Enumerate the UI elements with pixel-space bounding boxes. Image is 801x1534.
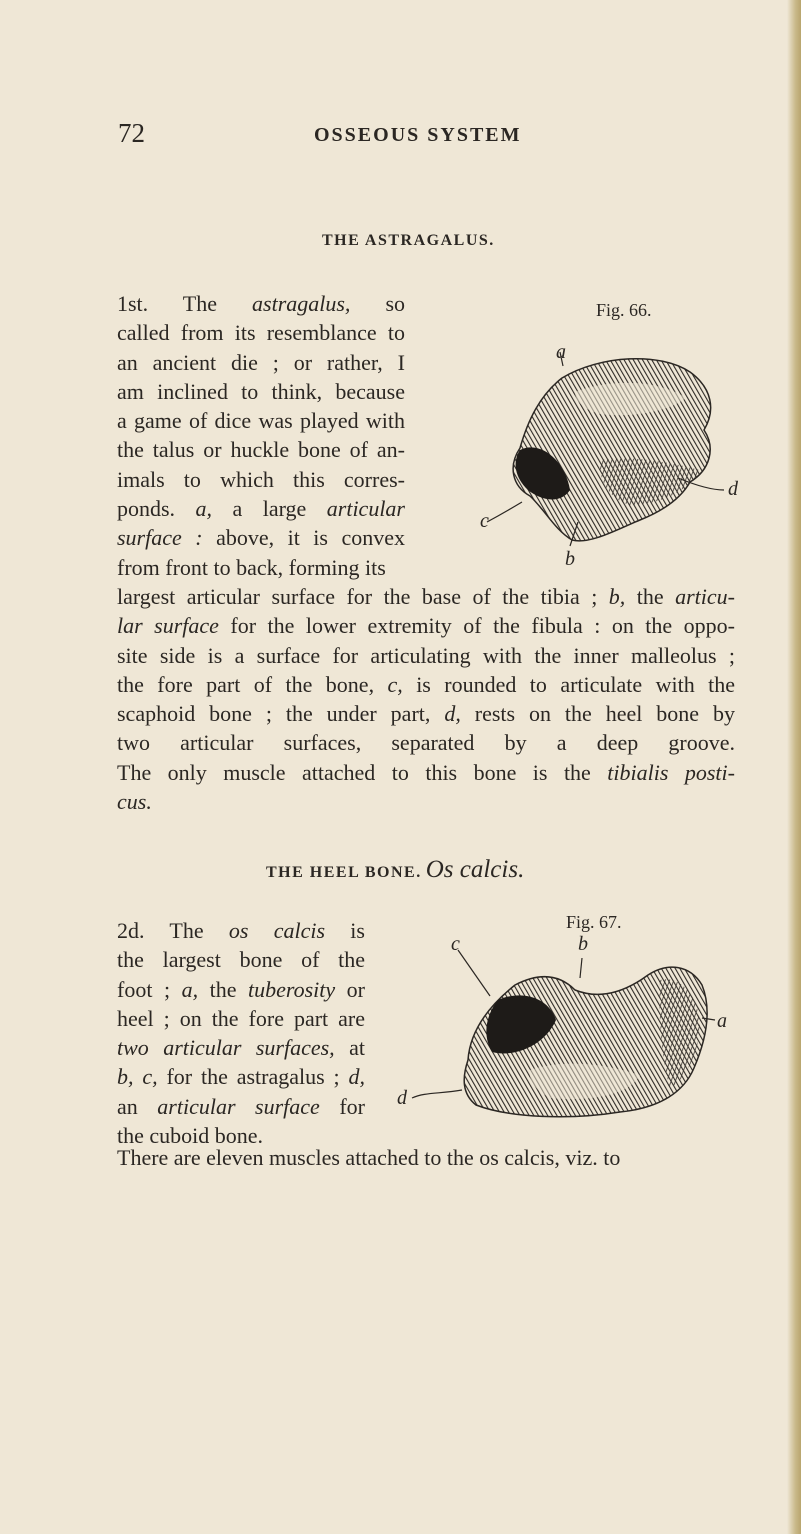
italic-term: b, c,: [117, 1064, 158, 1090]
text-run: am inclined to think, because: [117, 378, 405, 404]
text-run: at: [334, 1035, 365, 1061]
italic-term: b,: [608, 584, 626, 609]
running-title: OSSEOUS SYSTEM: [314, 124, 522, 146]
fig-67-letter-a: a: [717, 1010, 727, 1032]
text-run: The only muscle attached to this bone is the: [117, 759, 608, 785]
italic-term: tuberosity: [247, 976, 336, 1002]
text-run: heel ; on the fore part are: [117, 1005, 365, 1031]
text-run: above, it is convex: [202, 525, 406, 551]
italic-term: articu-: [675, 584, 735, 609]
fig-66-letter-a: a: [556, 341, 566, 363]
text-run: imals to which this corres-: [117, 466, 405, 492]
italic-term: os calcis: [228, 918, 326, 943]
fig-67-letter-c: c: [451, 933, 460, 955]
fig-66-letter-c: c: [480, 510, 489, 532]
italic-term: a,: [181, 976, 199, 1002]
text-run: a large: [212, 496, 327, 522]
fig-66-letter-b: b: [565, 548, 575, 570]
fig-66-letter-d: d: [728, 478, 738, 500]
text-run: for the lower extremity of the fibula : on the oppo-: [218, 613, 735, 639]
text-run: called from its resemblance to: [117, 320, 405, 346]
text-run: the fore part of the bone,: [117, 671, 388, 697]
text-run: an: [117, 1093, 158, 1119]
text-run: 2d. The: [117, 918, 229, 943]
italic-term: tibialis posti-: [607, 759, 735, 785]
text-run: site side is a surface for articulating with the inner malleolus ;: [117, 642, 735, 668]
text-run: the talus or huckle bone of an-: [117, 437, 405, 463]
text-run: a game of dice was played with: [117, 408, 405, 434]
italic-term: d,: [348, 1064, 366, 1090]
italic-term: a,: [195, 496, 213, 522]
text-run: 1st. The: [117, 291, 253, 316]
text-run: the: [198, 976, 248, 1002]
fig-66-label: Fig. 66.: [596, 300, 652, 320]
italic-term: d,: [444, 701, 461, 727]
text-run: for the astragalus ;: [157, 1064, 349, 1090]
italic-term: lar surface: [117, 613, 219, 639]
text-run: two articular surfaces, separated by a deep groove.: [117, 730, 735, 756]
text-run: rests on the heel bone by: [460, 701, 736, 727]
text-run: the largest bone of the: [117, 947, 365, 973]
heel-bone-heading-latin: Os calcis.: [425, 856, 525, 883]
text-run: is: [325, 918, 365, 943]
astragalus-heading: THE ASTRAGALUS.: [322, 232, 495, 249]
page-number: 72: [118, 118, 145, 148]
italic-term: surface :: [117, 525, 203, 551]
text-run: largest articular surface for the base of the tibia ;: [117, 584, 609, 609]
text-run: foot ;: [117, 976, 182, 1002]
italic-term: astragalus,: [252, 291, 351, 316]
text-run: There are eleven muscles attached to the os calcis, viz. to: [117, 1145, 621, 1170]
italic-term: c,: [387, 671, 403, 697]
text-run: so: [350, 291, 406, 316]
italic-term: articular surface: [157, 1093, 320, 1119]
fig-67-letter-d: d: [397, 1087, 407, 1109]
text-run: is rounded to articulate with the: [402, 671, 735, 697]
fig-67-label: Fig. 67.: [566, 912, 622, 932]
italic-term: cus.: [117, 789, 152, 815]
text-run: scaphoid bone ; the under part,: [117, 701, 445, 727]
text-run: the: [625, 584, 676, 609]
italic-term: two articular surfaces,: [117, 1035, 335, 1061]
text-run: the cuboid bone.: [117, 1123, 264, 1149]
text-run: ponds.: [117, 496, 196, 522]
text-run: from front to back, forming its: [117, 554, 386, 580]
italic-term: articular: [326, 496, 405, 522]
text-run: an ancient die ; or rather, I: [117, 349, 405, 375]
text-run: or: [335, 976, 365, 1002]
fig-67-letter-b: b: [578, 933, 588, 955]
heel-bone-heading-caps: THE HEEL BONE.: [266, 864, 422, 881]
text-run: for: [319, 1093, 365, 1119]
